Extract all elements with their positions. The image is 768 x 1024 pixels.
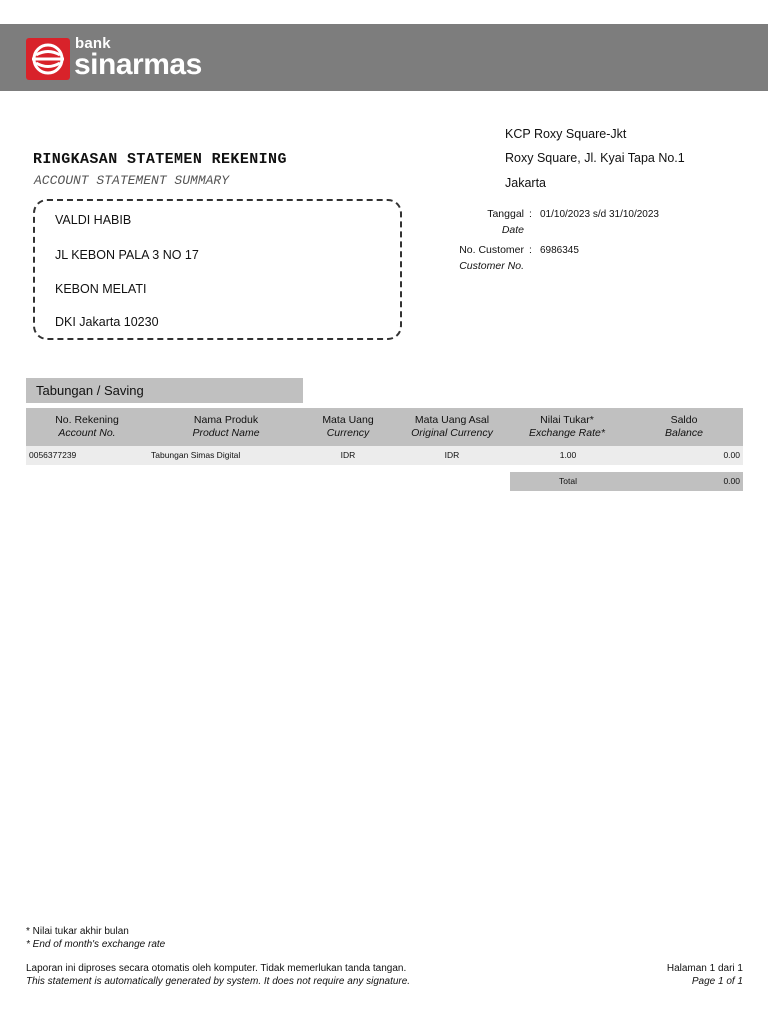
header-band bbox=[0, 24, 768, 91]
statement-title: RINGKASAN STATEMEN REKENING bbox=[33, 151, 287, 168]
cell-exchange-rate: 1.00 bbox=[559, 450, 577, 460]
total-bar bbox=[510, 472, 743, 491]
rate-note-en: * End of month's exchange rate bbox=[26, 939, 166, 950]
total-label: Total bbox=[559, 476, 577, 486]
brand-bank-label: bank bbox=[75, 35, 111, 52]
page-number: Halaman 1 dari 1 bbox=[666, 963, 743, 974]
section-saving-label: Tabungan / Saving bbox=[26, 378, 303, 403]
cell-balance: 0.00 bbox=[723, 450, 740, 460]
customer-no-label: No. Customer bbox=[459, 244, 524, 256]
cell-currency: IDR bbox=[340, 450, 356, 460]
table-header bbox=[26, 408, 743, 446]
column-header-exchange-rate: Nilai Tukar* Exchange Rate* bbox=[529, 414, 605, 439]
branch-address: Roxy Square, Jl. Kyai Tapa No.1 bbox=[505, 151, 685, 165]
branch-name: KCP Roxy Square-Jkt bbox=[505, 127, 627, 141]
column-header-original-currency: Mata Uang Asal Original Currency bbox=[411, 414, 493, 439]
page-number-en: Page 1 of 1 bbox=[691, 976, 743, 987]
customer-address-box bbox=[33, 199, 402, 340]
customer-street: JL KEBON PALA 3 NO 17 bbox=[55, 248, 199, 262]
column-header-balance: Saldo Balance bbox=[665, 414, 703, 439]
footer-disclaimer: Laporan ini diproses secara otomatis oleh komputer. Tidak memerlukan tanda tangan. bbox=[26, 963, 407, 974]
column-header-currency: Mata Uang Currency bbox=[322, 414, 374, 439]
customer-no-separator: : bbox=[529, 244, 532, 256]
date-label: Tanggal bbox=[487, 208, 524, 220]
rate-note: * Nilai tukar akhir bulan bbox=[26, 926, 129, 937]
customer-name: VALDI HABIB bbox=[55, 213, 132, 227]
brand-name: sinarmas bbox=[74, 48, 202, 81]
footer-disclaimer-en: This statement is automatically generated by system. It does not require any signature. bbox=[26, 976, 411, 987]
branch-city: Jakarta bbox=[505, 176, 546, 190]
column-header-product-name: Nama Produk Product Name bbox=[192, 414, 260, 439]
cell-account-no: 0056377239 bbox=[29, 450, 77, 460]
customer-city: DKI Jakarta 10230 bbox=[55, 315, 159, 329]
total-value: 0.00 bbox=[723, 476, 740, 486]
date-label-en: Date bbox=[501, 224, 524, 236]
statement-subtitle: ACCOUNT STATEMENT SUMMARY bbox=[34, 173, 230, 188]
customer-no-value: 6986345 bbox=[540, 245, 579, 256]
column-header-account-no: No. Rekening Account No. bbox=[55, 414, 119, 439]
customer-no-label-en: Customer No. bbox=[459, 260, 524, 272]
customer-district: KEBON MELATI bbox=[55, 282, 147, 296]
date-value: 01/10/2023 s/d 31/10/2023 bbox=[540, 209, 659, 220]
table-row bbox=[26, 446, 743, 465]
cell-original-currency: IDR bbox=[444, 450, 460, 460]
sinarmas-logo-icon bbox=[26, 38, 70, 80]
date-separator: : bbox=[529, 208, 532, 220]
cell-product: Tabungan Simas Digital bbox=[151, 450, 241, 460]
